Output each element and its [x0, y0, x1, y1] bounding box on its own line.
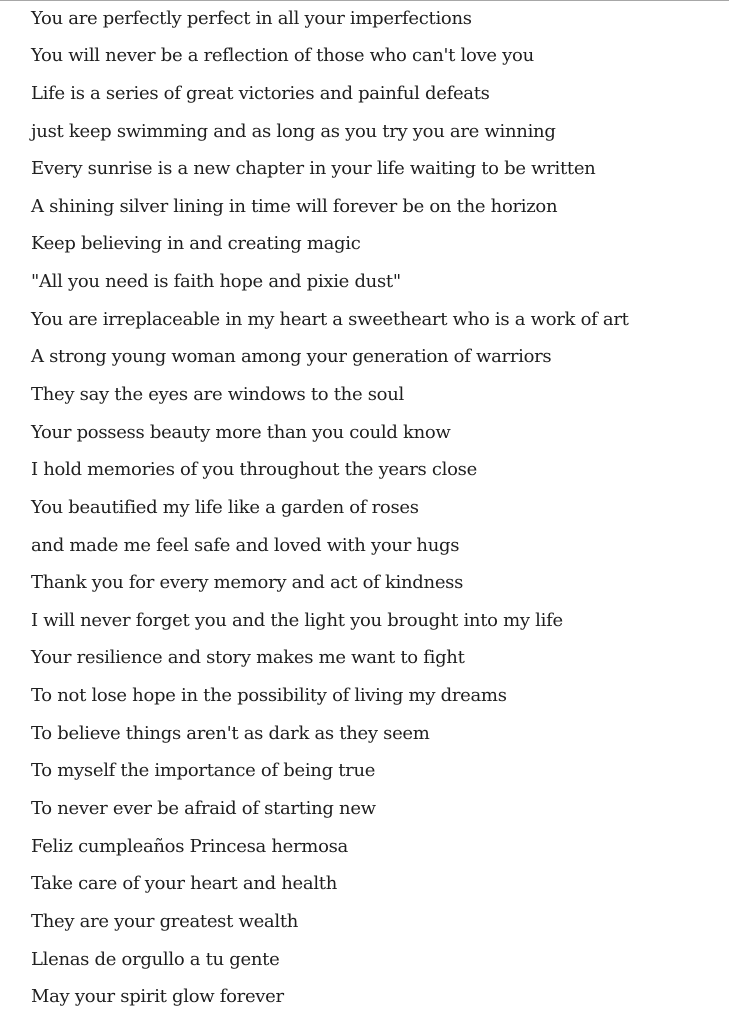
poem-line: I hold memories of you throughout the years close — [31, 459, 477, 480]
poem-line: A shining silver lining in time will forever be on the horizon — [31, 196, 558, 217]
poem-line: and made me feel safe and loved with your hugs — [31, 535, 460, 556]
poem-line: You are perfectly perfect in all your imperfections — [31, 8, 472, 29]
poem-line: To not lose hope in the possibility of living my dreams — [31, 685, 507, 706]
poem-line: just keep swimming and as long as you try you are winning — [31, 121, 556, 142]
poem-line: Every sunrise is a new chapter in your life waiting to be written — [31, 158, 596, 179]
poem-line: Your resilience and story makes me want to fight — [31, 647, 465, 668]
poem-line: A strong young woman among your generation of warriors — [31, 346, 552, 367]
poem-line: They say the eyes are windows to the soul — [31, 384, 404, 405]
poem-line: To never ever be afraid of starting new — [31, 798, 376, 819]
poem-line: To believe things aren't as dark as they seem — [31, 723, 430, 744]
poem-line: You will never be a reflection of those who can't love you — [31, 45, 534, 66]
poem-line: You beautified my life like a garden of roses — [31, 497, 419, 518]
top-divider — [0, 0, 729, 1]
poem-line: Keep believing in and creating magic — [31, 233, 361, 254]
poem-line: Your possess beauty more than you could know — [31, 422, 451, 443]
poem-line: May your spirit glow forever — [31, 986, 284, 1007]
poem-line: "All you need is faith hope and pixie dust" — [31, 271, 401, 292]
poem-line: I will never forget you and the light you brought into my life — [31, 610, 563, 631]
poem-line: Life is a series of great victories and painful defeats — [31, 83, 490, 104]
poem-line: To myself the importance of being true — [31, 760, 376, 781]
poem-line: They are your greatest wealth — [31, 911, 299, 932]
poem-line: Feliz cumpleaños Princesa hermosa — [31, 836, 348, 857]
poem-line: Take care of your heart and health — [31, 873, 338, 894]
poem-line: Thank you for every memory and act of kindness — [31, 572, 464, 593]
poem-line: You are irreplaceable in my heart a sweetheart who is a work of art — [31, 309, 629, 330]
poem-line: Llenas de orgullo a tu gente — [31, 949, 280, 970]
